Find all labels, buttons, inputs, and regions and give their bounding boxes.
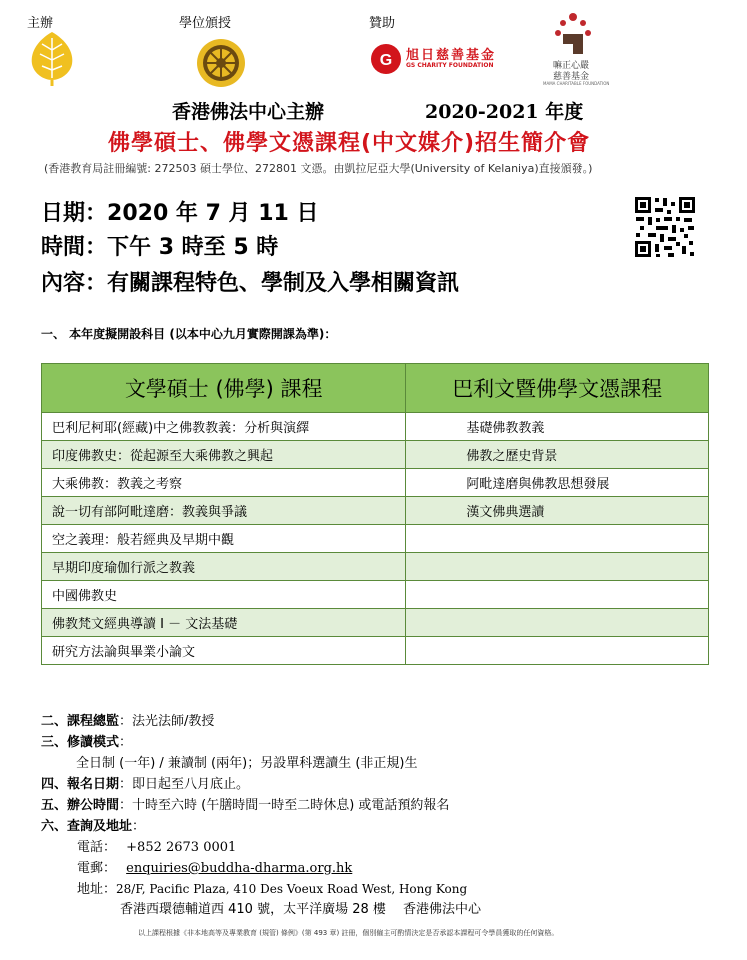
- time-value: 下午 3 時至 5 時: [107, 235, 279, 260]
- section1-heading: 一、 本年度擬開設科目 (以本中心九月實際開課為準)：: [41, 327, 337, 341]
- table-row: [42, 637, 709, 665]
- gs-logo-icon: [370, 43, 402, 75]
- s6-value: ：: [132, 819, 146, 834]
- course-ma: 印度佛教史：從起源至大乘佛教之興起: [42, 441, 406, 469]
- table-row: [42, 581, 709, 609]
- table-row: [42, 441, 709, 469]
- gs-charity-logo: [370, 42, 497, 76]
- event-content: 內容：有關課程特色、學制及入學相關資訊: [41, 271, 460, 296]
- table-row: [42, 553, 709, 581]
- course-diploma: [406, 553, 709, 581]
- mama-logo-sub: MAMA CHARITABLE FOUNDATION: [543, 81, 610, 86]
- svg-text:G: G: [379, 52, 393, 69]
- title-org: 香港佛法中心主辦: [172, 101, 325, 123]
- s2-label: 二、課程總監: [41, 714, 120, 729]
- course-ma: 說一切有部阿毗達磨：教義與爭議: [42, 497, 406, 525]
- s4-label: 四、報名日期: [41, 777, 120, 792]
- gs-logo-text: 旭日慈善基金: [406, 48, 497, 63]
- s3-label: 三、修讀模式: [41, 735, 120, 750]
- table-row: [42, 525, 709, 553]
- s2-value: ：法光法師/教授: [119, 714, 215, 729]
- event-date: 日期：2020 年 7 月 11 日: [41, 201, 319, 226]
- table-row: [42, 609, 709, 637]
- section3: [41, 731, 132, 750]
- course-table: [41, 363, 709, 665]
- s3-value: ：: [119, 735, 133, 750]
- s5-value: ：十時至六時 (午膳時間一時至二時休息) 或電話預約報名: [119, 798, 450, 813]
- address-zh: 香港西環德輔道西 410 號，太平洋廣場 28 樓 香港佛法中心: [120, 902, 482, 917]
- section2: [41, 710, 214, 729]
- course-ma: 巴利尼柯耶(經藏)中之佛教教義：分析與演繹: [42, 413, 406, 441]
- course-diploma: [406, 581, 709, 609]
- title-year: 2020-2021 年度: [425, 101, 584, 123]
- course-diploma: [406, 525, 709, 553]
- gs-logo-sub: GS CHARITY FOUNDATION: [406, 62, 494, 69]
- course-diploma: 漢文佛典選讀: [406, 497, 709, 525]
- section5: [41, 794, 449, 813]
- mama-logo-text1: 嘛正心嚴: [553, 61, 590, 71]
- s4-value: ：即日起至八月底止。: [119, 777, 250, 792]
- registration-note: (香港教育局註冊編號: 272503 碩士學位、272801 文憑。由凱拉尼亞大學(University of Kelaniya)直接頒發。): [44, 162, 593, 175]
- event-time: 時間：下午 3 時至 5 時: [41, 235, 279, 260]
- col2-header: 巴利文暨佛學文憑課程: [406, 364, 709, 413]
- section3-detail: 全日制 (一年) / 兼讀制 (兩年)；另設單科選讀生 (非正規)生: [76, 756, 418, 771]
- s5-label: 五、辦公時間: [41, 798, 120, 813]
- course-ma: 大乘佛教：教義之考察: [42, 469, 406, 497]
- col1-header: 文學碩士 (佛學) 課程: [42, 364, 406, 413]
- course-diploma: 佛教之歷史背景: [406, 441, 709, 469]
- phone-label: 電話：: [77, 840, 117, 855]
- email-label: 電郵：: [77, 861, 117, 876]
- course-ma: 研究方法論與畢業小論文: [42, 637, 406, 665]
- address-label: 地址：: [77, 882, 117, 897]
- degree-label: 學位頒授: [179, 16, 232, 31]
- table-row: [42, 413, 709, 441]
- course-ma: 中國佛教史: [42, 581, 406, 609]
- content-value: 有關課程特色、學制及入學相關資訊: [107, 271, 460, 296]
- phone-value[interactable]: +852 2673 0001: [126, 840, 237, 855]
- course-ma: 佛教梵文經典導讀 Ⅰ － 文法基礎: [42, 609, 406, 637]
- content-label: 內容: [41, 271, 86, 296]
- address-line: [77, 878, 467, 897]
- course-ma: 空之義理：般若經典及早期中觀: [42, 525, 406, 553]
- mama-charity-logo: [543, 12, 610, 92]
- date-value: 2020 年 7 月 11 日: [107, 201, 319, 226]
- university-seal-icon: [196, 38, 246, 88]
- mama-logo-icon: [551, 12, 595, 56]
- course-diploma: 基礎佛教教義: [406, 413, 709, 441]
- address-en: 28/F, Pacific Plaza, 410 Des Voeux Road West, Hong Kong: [116, 882, 468, 896]
- table-row: [42, 497, 709, 525]
- mama-logo-text2: 慈善基金: [553, 72, 590, 82]
- phone-line: [77, 836, 236, 855]
- organizer-label: 主辦: [27, 16, 54, 31]
- title-event: 佛學碩士、佛學文憑課程(中文媒介)招生簡介會: [108, 131, 591, 156]
- email-line: [77, 857, 352, 876]
- s6-label: 六、查詢及地址: [41, 819, 133, 834]
- section4: [41, 773, 249, 792]
- course-ma: 早期印度瑜伽行派之教義: [42, 553, 406, 581]
- email-link[interactable]: enquiries@buddha-dharma.org.hk: [126, 861, 353, 876]
- course-diploma: [406, 609, 709, 637]
- course-diploma: [406, 637, 709, 665]
- table-row: [42, 469, 709, 497]
- date-label: 日期: [41, 201, 86, 226]
- course-diploma: 阿毗達磨與佛教思想發展: [406, 469, 709, 497]
- qr-code-icon[interactable]: [634, 196, 696, 258]
- footer-note: 以上課程根據《非本地高等及專業教育 (規管) 條例》(第 493 章) 註冊，個別僱主可酌情決定是否承認本課程可令學員獲取的任何資格。: [138, 929, 559, 937]
- sponsor-label: 贊助: [369, 16, 396, 31]
- table-header-row: [42, 364, 709, 413]
- time-label: 時間: [41, 235, 86, 260]
- bodhi-leaf-icon: [28, 30, 76, 86]
- section6: [41, 815, 145, 834]
